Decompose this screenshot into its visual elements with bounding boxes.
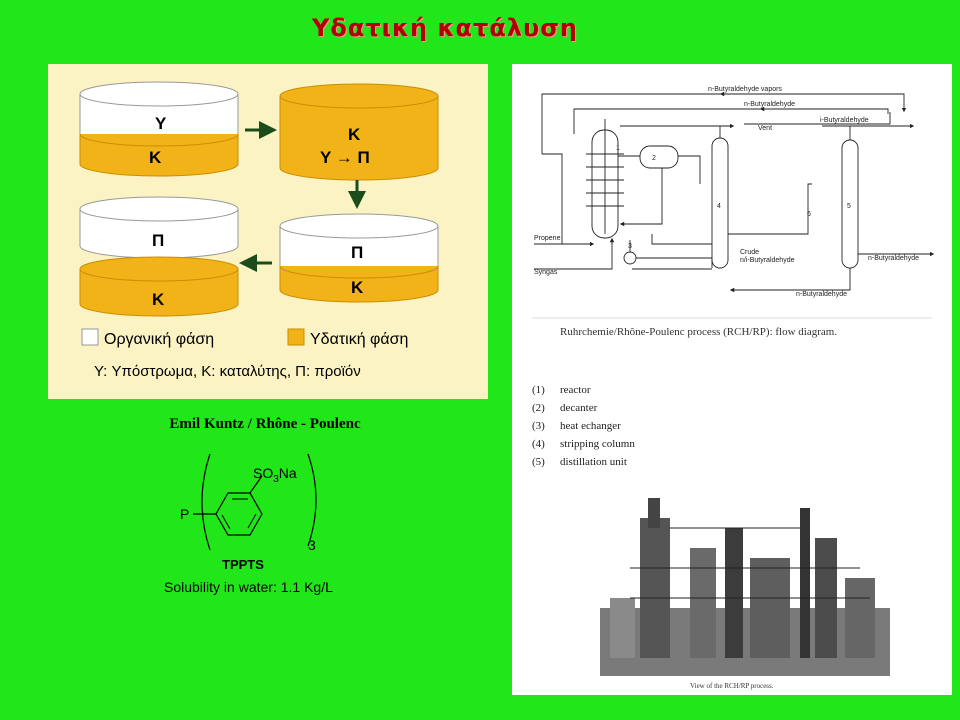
legend-item: (4) stripping column: [532, 438, 635, 450]
flow-propene-label: Propene: [534, 235, 561, 242]
flow-nbut-right-label: n-Butyraldehyde: [868, 255, 919, 262]
flow-nbut-bottom-label: n-Butyraldehyde: [796, 291, 847, 298]
left-paren: [202, 454, 210, 550]
flow-diagram: [512, 64, 952, 324]
cyl1-top-label: Y: [155, 114, 167, 133]
biphasic-cycle-panel: [48, 64, 488, 399]
sulfonate-label: $SO_3Na$: [253, 465, 297, 485]
unit-4-label: 4: [717, 203, 721, 210]
cycle-diagram: [48, 64, 488, 399]
unit-3-label: 3: [628, 243, 632, 250]
legend-item: (3) heat echanger: [532, 420, 621, 432]
solubility-text: Solubility in water: 1.1 Kg/L: [164, 579, 333, 595]
unit-5-label: 5: [847, 203, 851, 210]
cyl4-bottom-label: K: [152, 290, 165, 309]
phosphorus-label: P: [180, 506, 190, 522]
page-title: Υδατική κατάλυση: [311, 14, 579, 42]
legend-item: (5) distillation unit: [532, 456, 627, 468]
flow-vapors-label: n-Butyraldehyde vapors: [708, 86, 782, 93]
flow-syngas-label: Syngas: [534, 269, 558, 276]
cyl2-top-label: K: [348, 125, 361, 144]
plant-photo: [600, 488, 890, 676]
legend-organic-swatch: [82, 329, 98, 345]
cyl1-bottom-label: K: [149, 148, 162, 167]
multiplier-label: 3: [308, 537, 316, 553]
definitions-text: Y: Υπόστρωμα, K: καταλύτης, Π: προϊόν: [94, 363, 361, 380]
flow-nbut-top-label: n-Butyraldehyde: [744, 101, 795, 108]
cyl4-top-label: Π: [152, 231, 165, 250]
legend-organic-label: Οργανική φάση: [104, 331, 215, 348]
flow-vent-label: Vent: [758, 125, 773, 132]
cylinder-reaction: [280, 84, 438, 180]
flow-ibut-label: i-Butyraldehyde: [820, 117, 869, 124]
legend-item: (2) decanter: [532, 402, 598, 414]
legend-item: (1) reactor: [532, 384, 591, 396]
cylinder-separation: [280, 214, 438, 302]
inventor-credit: Emil Kuntz / Rhône - Poulenc: [169, 416, 361, 432]
cylinder-substrate: [80, 82, 238, 176]
photo-caption: View of the RCH/RP process.: [690, 682, 774, 690]
cylinder-product: [80, 197, 238, 316]
tppts-name: TPPTS: [222, 557, 264, 572]
flow-crude2-label: n/i-Butyraldehyde: [740, 257, 795, 264]
unit-legend: [532, 384, 635, 474]
unit-6-label: 6: [807, 211, 811, 218]
right-paren: [308, 454, 316, 546]
flow-caption: Ruhrchemie/Rhône-Poulenc process (RCH/RP): flow diagram.: [560, 326, 838, 338]
unit-2-label: 2: [652, 155, 656, 162]
cyl3-top-label: Π: [351, 243, 364, 262]
cyl2-bottom-label: Y → Π: [320, 148, 370, 167]
flow-crude-label: Crude: [740, 249, 760, 256]
legend-aqueous-label: Υδατική φάση: [310, 331, 409, 348]
unit-1-label: 1: [616, 145, 620, 152]
legend-aqueous-swatch: [288, 329, 304, 345]
tppts-structure: [150, 452, 380, 602]
cyl3-bottom-label: K: [351, 278, 364, 297]
